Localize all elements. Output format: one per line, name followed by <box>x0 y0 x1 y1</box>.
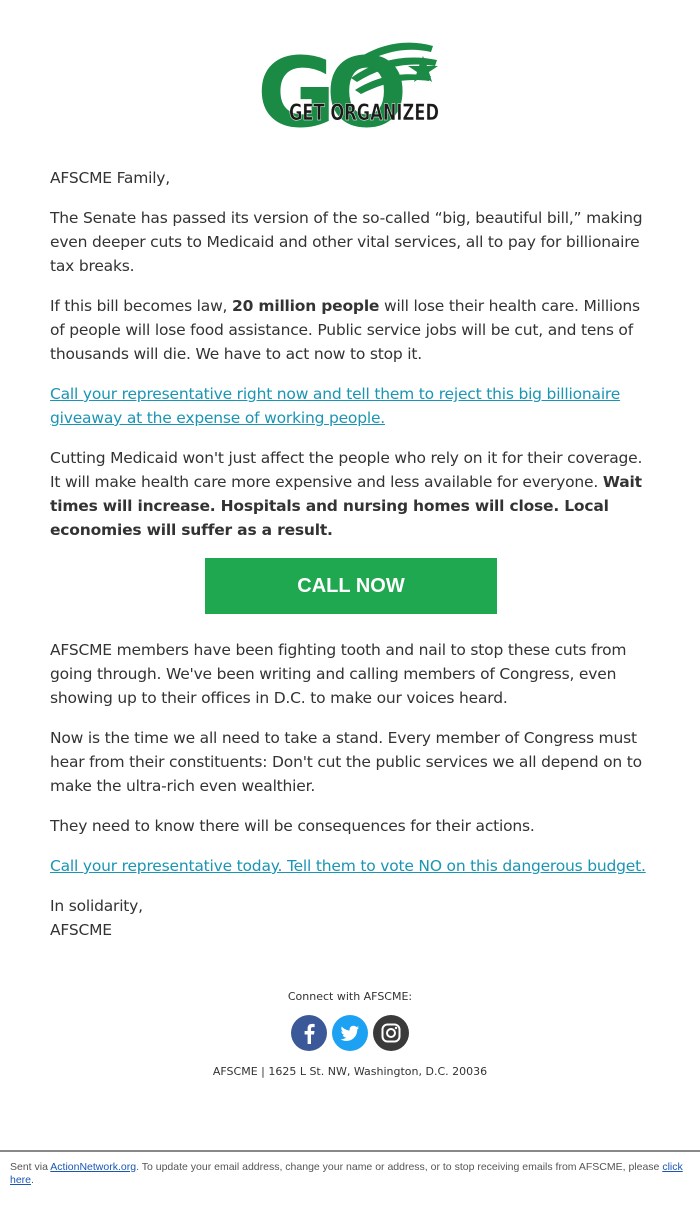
email-body <box>50 166 652 958</box>
signoff: In solidarity, AFSCME <box>50 897 143 939</box>
sent-via-notice: Sent via ActionNetwork.org. To update your email address, change your name or address, or to stop receiving emails from AFSCME, please click here. <box>10 1161 683 1186</box>
unsubscribe-link[interactable]: click here <box>10 1161 683 1186</box>
footer-divider <box>0 1150 700 1152</box>
paragraph-consequences: They need to know there will be consequences for their actions. <box>50 817 535 835</box>
footer <box>0 990 700 1078</box>
social-links <box>0 1015 700 1051</box>
postal-address: AFSCME | 1625 L St. NW, Washington, D.C. 20036 <box>212 1065 488 1078</box>
greeting: AFSCME Family, <box>50 169 171 187</box>
call-representative-link-paragraph <box>50 382 652 430</box>
twitter-icon[interactable] <box>332 1015 368 1051</box>
vote-no-link[interactable]: Call your representative today. Tell them to vote NO on this dangerous budget. <box>50 857 646 875</box>
paragraph-members-fighting: AFSCME members have been fighting tooth and nail to stop these cuts from going through. We've been writing and calling members of Congress, even showing up to their offices in D.C. to make our voices heard. <box>50 641 627 707</box>
action-network-link[interactable]: ActionNetwork.org <box>50 1161 137 1173</box>
go-get-organized-logo-image <box>255 36 445 132</box>
vote-no-link-paragraph <box>50 854 652 878</box>
instagram-icon[interactable] <box>373 1015 409 1051</box>
paragraph-take-a-stand: Now is the time we all need to take a stand. Every member of Congress must hear from their constituents: Don't cut the public services we all depend on to make the ultra-rich even wealthier. <box>50 729 642 795</box>
call-now-button[interactable]: CALL NOW <box>205 558 497 614</box>
svg-text:GET ORGANIZED: GET ORGANIZED <box>289 101 439 126</box>
paragraph-medicaid-cuts: Cutting Medicaid won't just affect the people who rely on it for their coverage. It will make health care more expensive and less available for everyone. Wait times will increase. Hospitals and nursing homes will close. Local economies will suffer as a result. <box>50 449 643 539</box>
cta-container <box>50 558 652 614</box>
paragraph-senate-bill: The Senate has passed its version of the so-called “big, beautiful bill,” making even deeper cuts to Medicaid and other vital services, all to pay for billionaire tax breaks. <box>50 209 643 275</box>
call-representative-link[interactable]: Call your representative right now and tell them to reject this big billionaire giveaway at the expense of working people. <box>50 385 621 427</box>
paragraph-health-care-loss: If this bill becomes law, 20 million people will lose their health care. Millions of people will lose food assistance. Public service jobs will be cut, and tens of thousands will die. We have to act now to stop it. <box>50 297 640 363</box>
go-text: GO <box>257 37 398 132</box>
connect-label: Connect with AFSCME: <box>287 990 413 1003</box>
go-logo <box>0 36 700 136</box>
facebook-icon[interactable] <box>291 1015 327 1051</box>
